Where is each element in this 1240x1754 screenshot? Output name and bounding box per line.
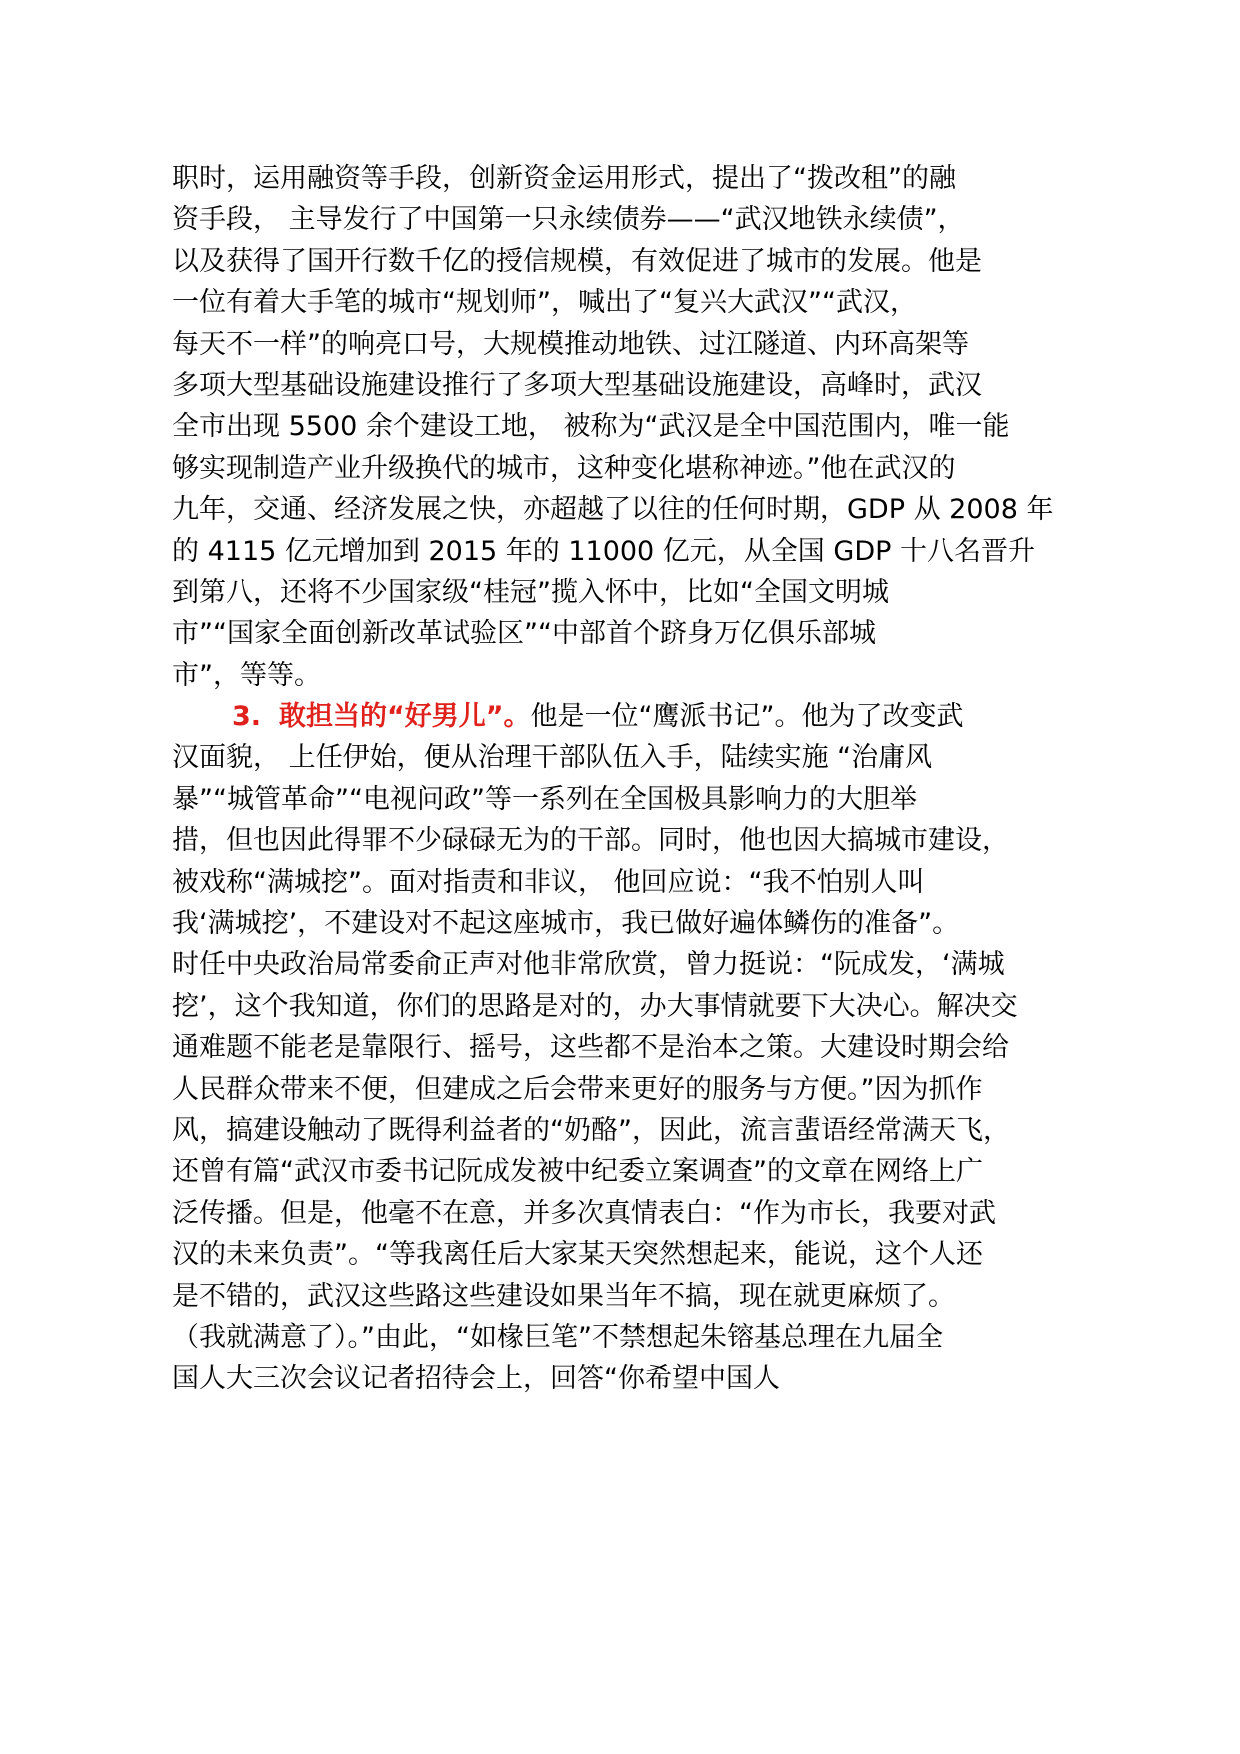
text-line: 挖’，这个我知道，你们的思路是对的，办大事情就要下大决心。解决交	[172, 990, 1018, 1022]
text-line: 全市出现 5500 余个建设工地， 被称为“武汉是全中国范围内，唯一能	[172, 411, 1010, 443]
text-line: 通难题不能老是靠限行、摇号，这些都不是治本之策。大建设时期会给	[172, 1032, 1009, 1064]
text-line: 我‘满城挖’，不建设对不起这座城市，我已做好遍体鳞伤的准备”。	[172, 908, 960, 940]
paragraph-1	[172, 158, 1092, 696]
text-line: 的 4115 亿元增加到 2015 年的 11000 亿元，从全国 GDP 十八名晋升	[172, 535, 1035, 567]
section-title: 敢担当的“好男儿”。	[279, 701, 531, 733]
text-line: 人民群众带来不便，但建成之后会带来更好的服务与方便。”因为抓作	[172, 1073, 983, 1105]
text-line: 九年，交通、经济发展之快，亦超越了以往的任何时期，GDP 从 2008 年	[172, 494, 1054, 526]
text-line: 措，但也因此得罪不少碌碌无为的干部。同时，他也因大搞城市建设，	[172, 825, 1009, 857]
text-line: 国人大三次会议记者招待会上，回答“你希望中国人	[172, 1363, 780, 1395]
paragraph-2	[172, 696, 1092, 1400]
document-body	[172, 158, 1092, 1400]
section-number: 3.	[232, 701, 262, 733]
text-line: 够实现制造产业升级换代的城市，这种变化堪称神迹。”他在武汉的	[172, 452, 956, 484]
text-line: 市”，等等。	[172, 659, 321, 691]
text-line: （我就满意了）。”由此，“如椽巨笔”不禁想起朱镕基总理在九届全	[172, 1321, 943, 1353]
text-line: 到第八，还将不少国家级“桂冠”揽入怀中，比如“全国文明城	[172, 576, 889, 608]
text-line: 他是一位“鹰派书记”。他为了改变武	[530, 701, 964, 733]
text-line: 每天不一样”的响亮口号，大规模推动地铁、过江隧道、内环高架等	[172, 328, 969, 360]
text-line: 是不错的，武汉这些路这些建设如果当年不搞，现在就更麻烦了。	[172, 1280, 955, 1312]
text-line: 泛传播。但是，他毫不在意，并多次真情表白：“作为市长，我要对武	[172, 1197, 996, 1229]
text-line: 还曾有篇“武汉市委书记阮成发被中纪委立案调查”的文章在网络上广	[172, 1156, 983, 1188]
text-line: 汉的未来负责”。“等我离任后大家某天突然想起来，能说，这个人还	[172, 1239, 983, 1271]
text-line: 资手段， 主导发行了中国第一只永续债券——“武汉地铁永续债”，	[172, 204, 965, 236]
section-heading	[232, 701, 531, 732]
text-line: 市”“国家全面创新改革试验区”“中部首个跻身万亿俱乐部城	[172, 618, 876, 650]
text-line: 暴”“城管革命”“电视问政”等一系列在全国极具影响力的大胆举	[172, 783, 917, 815]
text-line: 风，搞建设触动了既得利益者的“奶酪”，因此，流言蜚语经常满天飞，	[172, 1114, 1010, 1146]
text-line: 被戏称“满城挖”。面对指责和非议， 他回应说：“我不怕别人叫	[172, 866, 925, 898]
text-line: 以及获得了国开行数千亿的授信规模，有效促进了城市的发展。他是	[172, 245, 982, 277]
text-line: 职时，运用融资等手段，创新资金运用形式，提出了“拨改租”的融	[172, 163, 956, 194]
text-line: 时任中央政治局常委俞正声对他非常欣赏，曾力挺说：“阮成发，‘满城	[172, 949, 1005, 981]
text-line: 一位有着大手笔的城市“规划师”，喊出了“复兴大武汉”“武汉，	[172, 287, 917, 319]
section-heading-line	[172, 696, 1092, 737]
text-line: 多项大型基础设施建设推行了多项大型基础设施建设，高峰时，武汉	[172, 369, 982, 401]
text-line: 汉面貌， 上任伊始，便从治理干部队伍入手，陆续实施 “治庸风	[172, 742, 933, 774]
